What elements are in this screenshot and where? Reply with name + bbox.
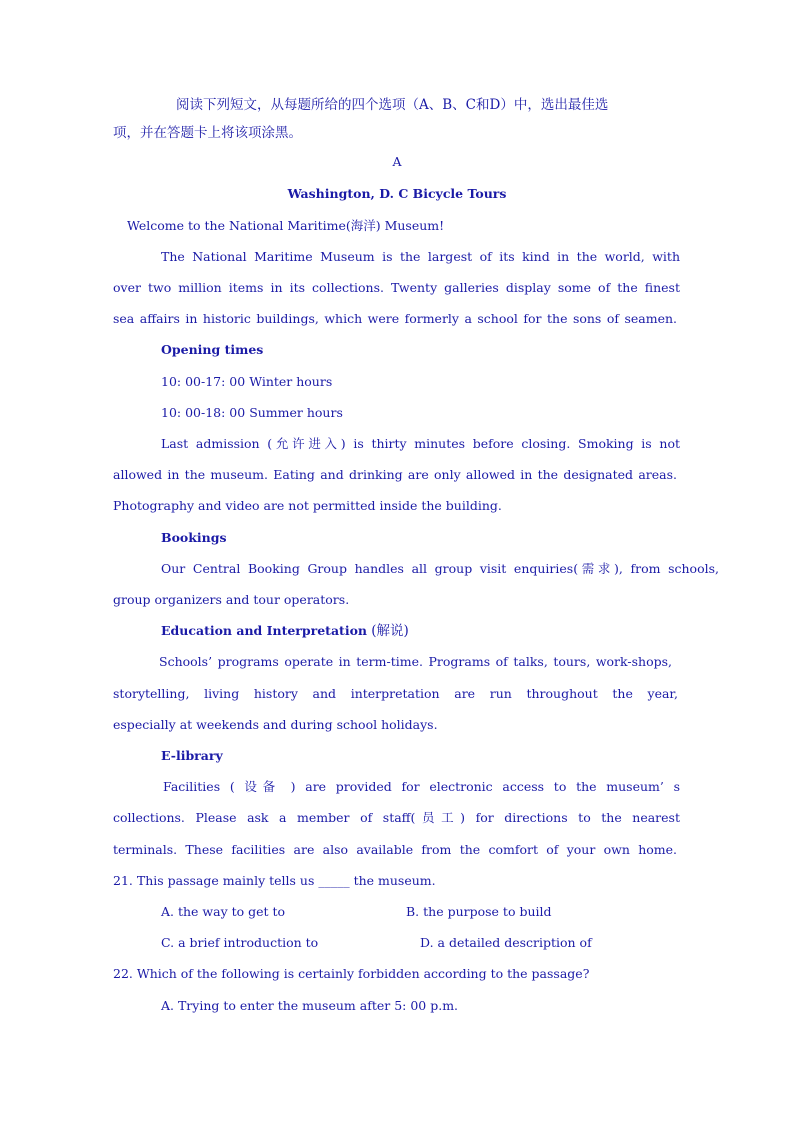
question-21-option-c: C. a brief introduction to <box>161 935 319 950</box>
instructions-line-2: 项，并在答题卡上将该项涂黑。 <box>113 125 302 141</box>
rules-line-3: Photography and video are not permitted inside the building. <box>113 498 502 513</box>
rules-line-1: Last admission (允许进入) is thirty minutes before closing. Smoking is not <box>161 436 680 451</box>
welcome-line: Welcome to the National Maritime(海洋) Museum! <box>127 218 445 233</box>
opening-heading: Opening times <box>161 342 264 357</box>
question-21-option-a: A. the way to get to <box>161 904 286 919</box>
intro-line-3: sea affairs in historic buildings, which were formerly a school for the sons of seamen. <box>113 311 677 326</box>
intro-line-2: over two million items in its collections. Twenty galleries display some of the finest <box>113 280 680 295</box>
rules-line-2: allowed in the museum. Eating and drinking are only allowed in the designated areas. <box>113 467 677 482</box>
education-heading: Education and Interpretation <box>161 623 367 638</box>
opening-summer: 10: 00-18: 00 Summer hours <box>161 405 343 420</box>
question-22-option-a: A. Trying to enter the museum after 5: 00 p.m. <box>161 998 459 1013</box>
bookings-line-2: group organizers and tour operators. <box>113 592 350 607</box>
elibrary-line-3: terminals. These facilities are also available from the comfort of your own home. <box>113 842 677 857</box>
elibrary-line-1: Facilities ( 设备 ) are provided for electronic access to the museum’ s <box>163 779 680 794</box>
question-21-stem: 21. This passage mainly tells us _____ the museum. <box>113 873 436 888</box>
question-21-option-b: B. the purpose to build <box>406 904 552 919</box>
education-line-3: especially at weekends and during school holidays. <box>113 717 438 732</box>
education-heading-row <box>161 622 731 640</box>
education-line-2: storytelling, living history and interpretation are run throughout the year, <box>113 686 678 701</box>
elibrary-line-2: collections. Please ask a member of staff(员工) for directions to the nearest <box>113 810 680 825</box>
opening-winter: 10: 00-17: 00 Winter hours <box>161 374 333 389</box>
question-22-stem: 22. Which of the following is certainly forbidden according to the passage? <box>113 966 590 981</box>
education-line-1: Schools’ programs operate in term-time. Programs of talks, tours, work-shops, <box>159 654 672 669</box>
section-label: A <box>392 154 402 169</box>
instructions-line-1: 阅读下列短文，从每题所给的四个选项（A、B、C和D）中，选出最佳选 <box>176 97 609 113</box>
question-21-option-d: D. a detailed description of <box>420 935 592 950</box>
elibrary-heading: E-library <box>161 748 223 763</box>
education-heading-note: (解说) <box>367 623 409 639</box>
passage-title: Washington, D. C Bicycle Tours <box>287 186 507 201</box>
intro-line-1: The National Maritime Museum is the largest of its kind in the world, with <box>161 249 680 264</box>
bookings-heading: Bookings <box>161 530 227 545</box>
bookings-line-1: Our Central Booking Group handles all group visit enquiries(需求), from schools, <box>161 561 719 576</box>
